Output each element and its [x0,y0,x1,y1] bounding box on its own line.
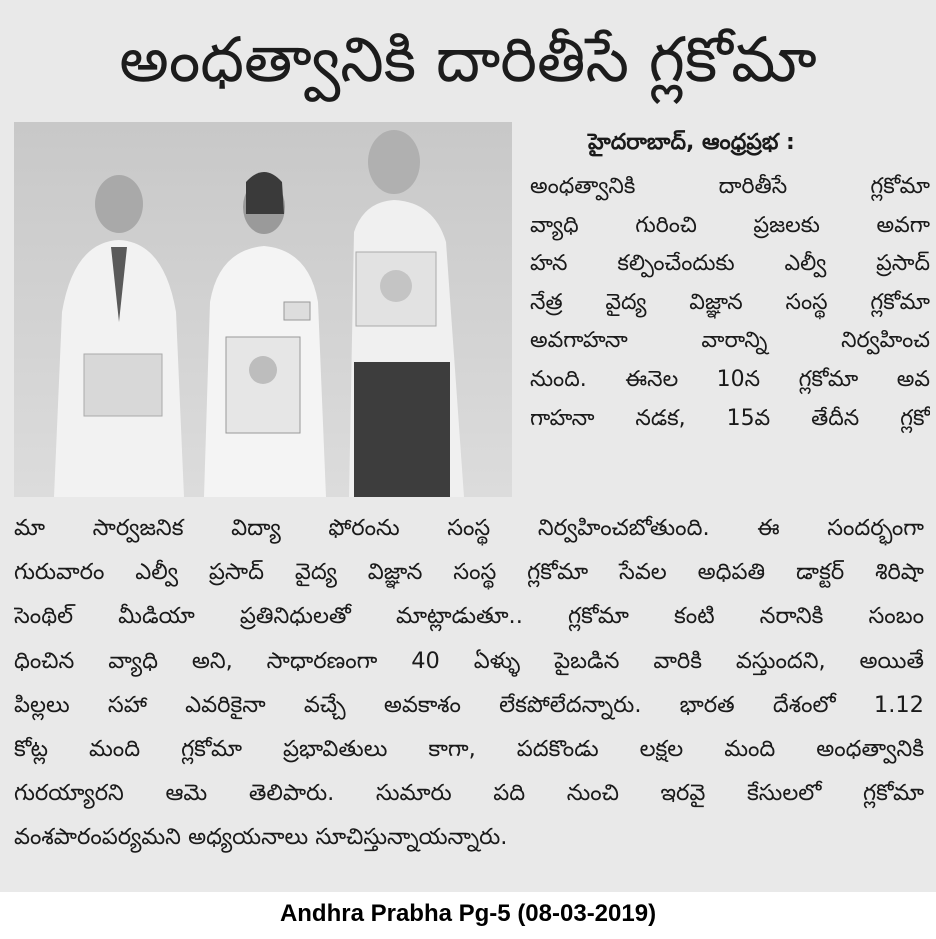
article-line: అంధత్వానికి దారితీసే గ్లకోమా [530,174,930,199]
article-line: గురయ్యారని ఆమె తెలిపారు. సుమారు పది నుంచి ఇరవై కేసులలో గ్లకోమా [14,780,924,807]
article-line: గురువారం ఎల్వీ ప్రసాద్‌ వైద్య విజ్ఞాన సంస్థ గ్లకోమా సేవల అధిపతి డాక్టర్‌ శిరిషా [14,559,924,586]
article-column-text [530,168,930,438]
photo-three-doctors-with-posters [14,122,512,497]
dateline: హైదరాబాద్‌, ఆంధ్రప్రభ : [588,130,795,155]
article-body-text [14,506,924,860]
source-caption: Andhra Prabha Pg-5 (08-03-2019) [279,900,657,927]
article-line: గాహనా నడక, 15వ తేదీన గ్లకో [530,405,930,431]
article-line: హన కల్పించేందుకు ఎల్వీ ప్రసాద్‌ [530,251,930,277]
article-line: పిల్లలు సహా ఎవరికైనా వచ్చే అవకాశం లేకపోలేదన్నారు. భారత దేశంలో 1.12 [14,691,924,718]
news-photo [14,122,512,497]
article-line: అవగాహనా వారాన్ని నిర్వహించ [530,328,930,354]
article-line: నేత్ర వైద్య విజ్ఞాన సంస్థ గ్లకోమా [530,289,930,315]
article-line: వ్యాధి గురించి ప్రజలకు అవగా [530,212,930,238]
article-line: ధించిన వ్యాధి అని, సాధారణంగా 40 ఏళ్ళు పైబడిన వారికి వస్తుందని, అయితే [14,647,924,674]
article-line: కోట్ల మంది గ్లకోమా ప్రభావితులు కాగా, పదకొండు లక్షల మంది అంధత్వానికి [14,736,924,763]
article-line: నుంది. ఈనెల 10న గ్లకోమా అవ [530,366,930,392]
headline: అంధత్వానికి దారితీసే గ్లకోమా [119,23,817,96]
article-line: వంశపారంపర్యమని అధ్యయనాలు సూచిస్తున్నాయన్నారు. [14,824,508,851]
article-line: మా సార్వజనిక విద్యా ఫోరంను సంస్థ నిర్వహించబోతుంది. ఈ సందర్భంగా [14,515,924,541]
article-line: సెంథిల్‌ మీడియా ప్రతినిధులతో మాట్లాడుతూ.. గ్లకోమా కంటి నరానికి సంబం [14,603,924,630]
